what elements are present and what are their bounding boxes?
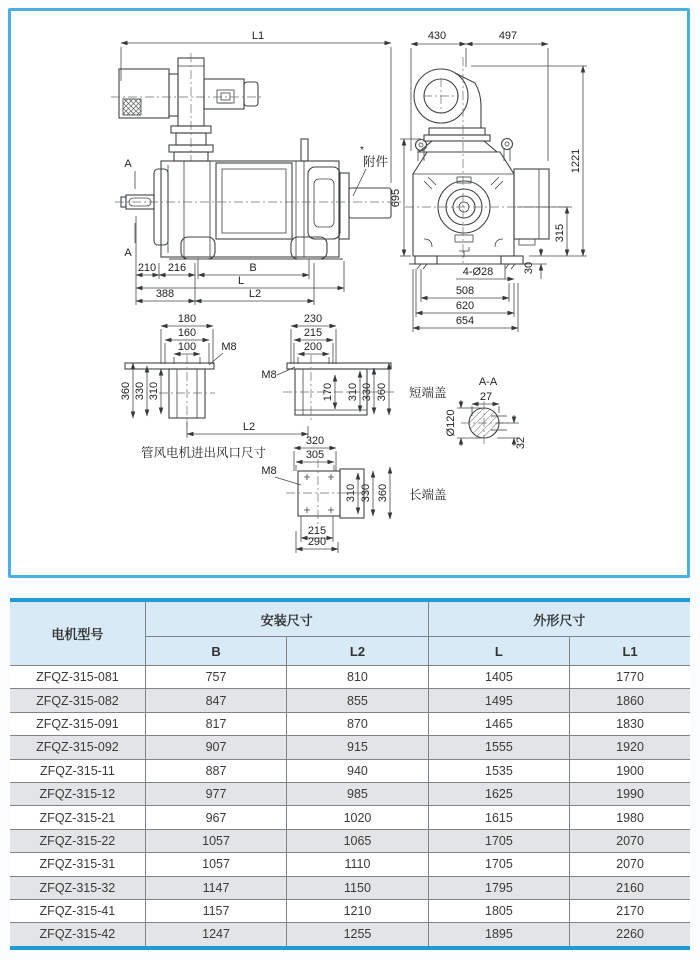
cell-l1: 2260 [570, 923, 690, 946]
table-row [10, 806, 690, 829]
cell-l2: 1110 [287, 853, 428, 876]
cell-b: 887 [145, 759, 286, 782]
dim-4-o28: 4-Ø28 [462, 266, 494, 278]
dim-32: 32 [515, 436, 527, 450]
dim-215-long: 215 [307, 525, 327, 537]
dim-216: 216 [167, 262, 187, 274]
cell-model: ZFQZ-315-092 [10, 736, 145, 759]
dim-695: 695 [390, 188, 402, 208]
cell-model: ZFQZ-315-081 [10, 666, 145, 689]
cell-b: 977 [145, 782, 286, 805]
cell-model: ZFQZ-315-32 [10, 876, 145, 899]
cell-l2: 810 [287, 666, 428, 689]
cell-l1: 1980 [570, 806, 690, 829]
dim-l1: L1 [251, 30, 265, 42]
dim-320: 320 [305, 435, 325, 447]
table-row [10, 666, 690, 689]
motor-dimension-drawing [11, 11, 687, 575]
dim-b: B [249, 262, 257, 274]
dim-310-short: 310 [347, 382, 359, 402]
cell-l: 1615 [428, 806, 569, 829]
duct-flange-m8-label: M8 [221, 341, 237, 353]
dim-290: 290 [307, 536, 327, 548]
section-aa-title: A-A [478, 376, 498, 388]
duct-flange-drawing [120, 313, 308, 460]
cell-l: 1405 [428, 666, 569, 689]
section-mark-a-top: A [124, 158, 132, 170]
cell-l1: 2160 [570, 876, 690, 899]
cell-model: ZFQZ-315-22 [10, 829, 145, 852]
table-row [10, 876, 690, 899]
dim-360-duct: 360 [120, 381, 132, 401]
long-cover-m8-label: M8 [261, 465, 277, 477]
dim-30: 30 [523, 261, 535, 275]
table-row [10, 759, 690, 782]
table-row [10, 899, 690, 922]
dim-388: 388 [155, 288, 175, 300]
cell-l2: 1150 [287, 876, 428, 899]
cell-b: 967 [145, 806, 286, 829]
cell-b: 817 [145, 712, 286, 735]
duct-flange-caption: 管风电机进出风口尺寸 [141, 446, 267, 460]
accessory-footnote-star: * [360, 145, 364, 156]
cell-l2: 915 [287, 736, 428, 759]
cell-l2: 940 [287, 759, 428, 782]
dim-654: 654 [455, 315, 475, 327]
spec-table-panel [10, 598, 690, 950]
header-b: B [145, 637, 286, 666]
cell-b: 1057 [145, 853, 286, 876]
cell-model: ZFQZ-315-21 [10, 806, 145, 829]
table-header [10, 602, 690, 666]
table-row [10, 782, 690, 805]
dim-430: 430 [427, 30, 447, 42]
cell-b: 1157 [145, 899, 286, 922]
dim-497: 497 [498, 30, 518, 42]
header-l1: L1 [570, 637, 690, 666]
cell-l: 1705 [428, 853, 569, 876]
table-row [10, 689, 690, 712]
cell-l1: 1900 [570, 759, 690, 782]
cell-l2: 985 [287, 782, 428, 805]
dimension-drawing-panel [8, 8, 690, 578]
cell-l1: 1860 [570, 689, 690, 712]
long-end-cover-drawing [261, 435, 446, 553]
cell-l: 1705 [428, 829, 569, 852]
cell-l2: 870 [287, 712, 428, 735]
dim-l: L [237, 275, 245, 287]
dim-1221: 1221 [570, 148, 582, 174]
cell-l1: 1830 [570, 712, 690, 735]
cell-l: 1465 [428, 712, 569, 735]
cell-b: 1147 [145, 876, 286, 899]
header-group-outline: 外形尺寸 [428, 602, 690, 637]
section-aa-drawing [445, 376, 527, 449]
long-cover-caption: 长端盖 [409, 488, 447, 502]
dim-310-long: 310 [345, 483, 357, 503]
cell-l1: 2070 [570, 829, 690, 852]
dim-620: 620 [455, 300, 475, 312]
end-view-drawing [390, 30, 587, 332]
cell-b: 1057 [145, 829, 286, 852]
dim-l2-side: L2 [248, 288, 262, 300]
cell-l2: 1020 [287, 806, 428, 829]
dim-330-duct: 330 [134, 381, 146, 401]
cell-l1: 1770 [570, 666, 690, 689]
dim-315: 315 [554, 223, 566, 243]
cell-l2: 855 [287, 689, 428, 712]
dim-o120: Ø120 [445, 409, 457, 437]
dim-508: 508 [455, 285, 475, 297]
cell-model: ZFQZ-315-091 [10, 712, 145, 735]
cell-l1: 1920 [570, 736, 690, 759]
table-row [10, 736, 690, 759]
cell-b: 1247 [145, 923, 286, 946]
header-l2: L2 [287, 637, 428, 666]
accessory-label: 附件 [363, 155, 389, 169]
cell-l: 1555 [428, 736, 569, 759]
table-row [10, 712, 690, 735]
header-group-mounting: 安装尺寸 [145, 602, 428, 637]
cell-l2: 1255 [287, 923, 428, 946]
dim-310-duct: 310 [148, 381, 160, 401]
dim-210: 210 [137, 262, 157, 274]
cell-l: 1535 [428, 759, 569, 782]
short-end-cover-drawing [261, 313, 446, 423]
table-row [10, 829, 690, 852]
dim-215-short: 215 [303, 327, 323, 339]
dim-100: 100 [177, 341, 197, 353]
cell-l: 1495 [428, 689, 569, 712]
table-row [10, 853, 690, 876]
cell-model: ZFQZ-315-12 [10, 782, 145, 805]
section-mark-a-bottom: A [124, 247, 132, 259]
cell-model: ZFQZ-315-41 [10, 899, 145, 922]
cell-model: ZFQZ-315-31 [10, 853, 145, 876]
dim-305: 305 [305, 449, 325, 461]
dim-180: 180 [177, 313, 197, 325]
dimension-spec-table [10, 602, 690, 946]
dim-200: 200 [303, 341, 323, 353]
short-cover-m8-label: M8 [261, 369, 277, 381]
cell-l1: 2070 [570, 853, 690, 876]
cell-model: ZFQZ-315-082 [10, 689, 145, 712]
cell-l1: 1990 [570, 782, 690, 805]
dim-27: 27 [479, 391, 493, 403]
cell-model: ZFQZ-315-42 [10, 923, 145, 946]
cell-l: 1895 [428, 923, 569, 946]
cell-l: 1625 [428, 782, 569, 805]
table-row [10, 923, 690, 946]
cell-l2: 1210 [287, 899, 428, 922]
dim-330-short: 330 [361, 382, 373, 402]
dim-160: 160 [177, 327, 197, 339]
cell-l: 1805 [428, 899, 569, 922]
header-model: 电机型号 [10, 602, 145, 666]
dim-330-long: 330 [360, 483, 372, 503]
cell-b: 847 [145, 689, 286, 712]
side-view-drawing [111, 30, 401, 305]
dim-360-short: 360 [376, 382, 388, 402]
dim-360-long: 360 [377, 483, 389, 503]
cell-model: ZFQZ-315-11 [10, 759, 145, 782]
cell-l1: 2170 [570, 899, 690, 922]
dim-l2-flange: L2 [242, 421, 256, 433]
cell-b: 757 [145, 666, 286, 689]
dim-170: 170 [322, 382, 334, 402]
short-cover-caption: 短端盖 [409, 386, 447, 400]
cell-b: 907 [145, 736, 286, 759]
dim-230: 230 [303, 313, 323, 325]
header-l: L [428, 637, 569, 666]
cell-l: 1795 [428, 876, 569, 899]
cell-l2: 1065 [287, 829, 428, 852]
